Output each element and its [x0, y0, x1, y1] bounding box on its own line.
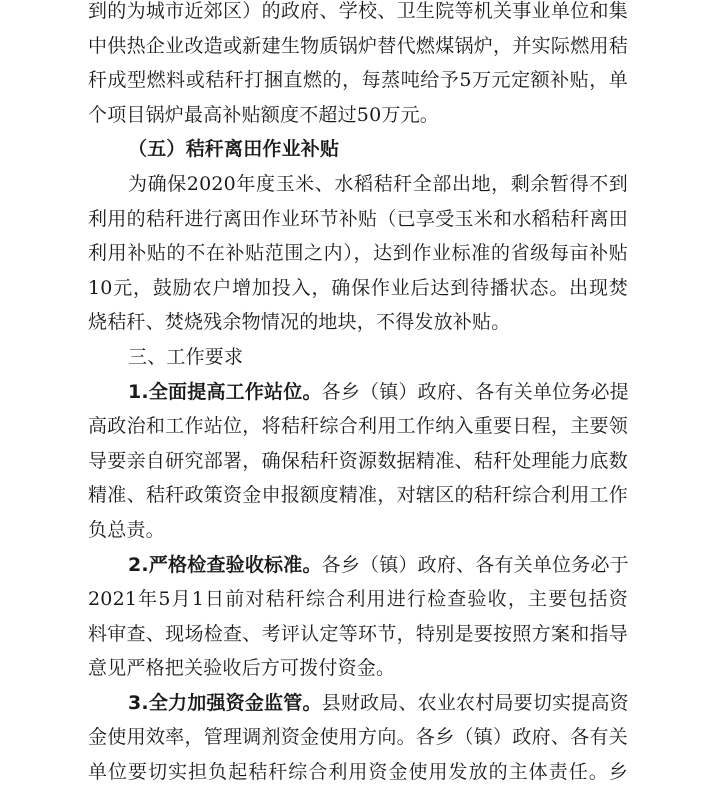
item-lead: 2.严格检查验收标准。	[128, 553, 322, 576]
section-heading: （五）秸秆离田作业补贴	[128, 138, 340, 161]
item-first-line	[88, 686, 628, 721]
body-line: 秆成型燃料或秸秆打捆直燃的，每蒸吨给予5万元定额补贴，单	[88, 69, 628, 92]
body-line: 到的为城市近郊区）的政府、学校、卫生院等机关事业单位和集	[88, 0, 628, 22]
body-line: 个项目锅炉最高补贴额度不超过50万元。	[88, 103, 439, 126]
item-first-line	[88, 375, 628, 410]
item-first-line	[88, 548, 628, 583]
body-line: 中供热企业改造或新建生物质锅炉替代燃煤锅炉，并实际燃用秸	[88, 34, 628, 57]
item-text: 各乡（镇）政府、各有关单位务必提	[321, 380, 629, 403]
item-text: 各乡（镇）政府、各有关单位务必于	[321, 553, 629, 576]
item-lead: 1.全面提高工作站位。	[128, 380, 322, 403]
body-line: 为确保2020年度玉米、水稻秸秆全部出地，剩余暂得不到	[128, 172, 628, 195]
body-line: 料审查、现场检查、考评认定等环节，特别是要按照方案和指导	[88, 622, 628, 645]
body-line: 精准、秸秆政策资金申报额度精准，对辖区的秸秆综合利用工作	[88, 484, 628, 507]
body-line: 10元，鼓励农户增加投入，确保作业后达到待播状态。出现焚	[88, 276, 628, 299]
body-line: 负总责。	[88, 518, 165, 541]
item-lead: 3.全力加强资金监管。	[128, 691, 322, 714]
body-line: 2021年5月1日前对秸秆综合利用进行检查验收，主要包括资	[88, 588, 628, 611]
body-line: 烧秸秆、焚烧残余物情况的地块，不得发放补贴。	[88, 311, 511, 334]
body-line: 导要亲自研究部署，确保秸秆资源数据精准、秸秆处理能力底数	[88, 449, 628, 472]
body-line: 单位要切实担负起秸秆综合利用资金使用发放的主体责任。乡	[88, 761, 628, 784]
document-page	[88, 0, 628, 790]
body-line: 利用的秸秆进行离田作业环节补贴（已享受玉米和水稻秸秆离田	[88, 207, 628, 230]
part-heading: 三、工作要求	[128, 345, 244, 368]
body-line: 高政治和工作站位，将秸秆综合利用工作纳入重要日程，主要领	[88, 415, 628, 438]
body-line: 金使用效率，管理调剂资金使用方向。各乡（镇）政府、各有关	[88, 726, 628, 749]
body-line: 意见严格把关验收后方可拨付资金。	[88, 657, 396, 680]
body-line: 利用补贴的不在补贴范围之内），达到作业标准的省级每亩补贴	[88, 242, 628, 265]
item-text: 县财政局、农业农村局要切实提高资	[321, 691, 629, 714]
